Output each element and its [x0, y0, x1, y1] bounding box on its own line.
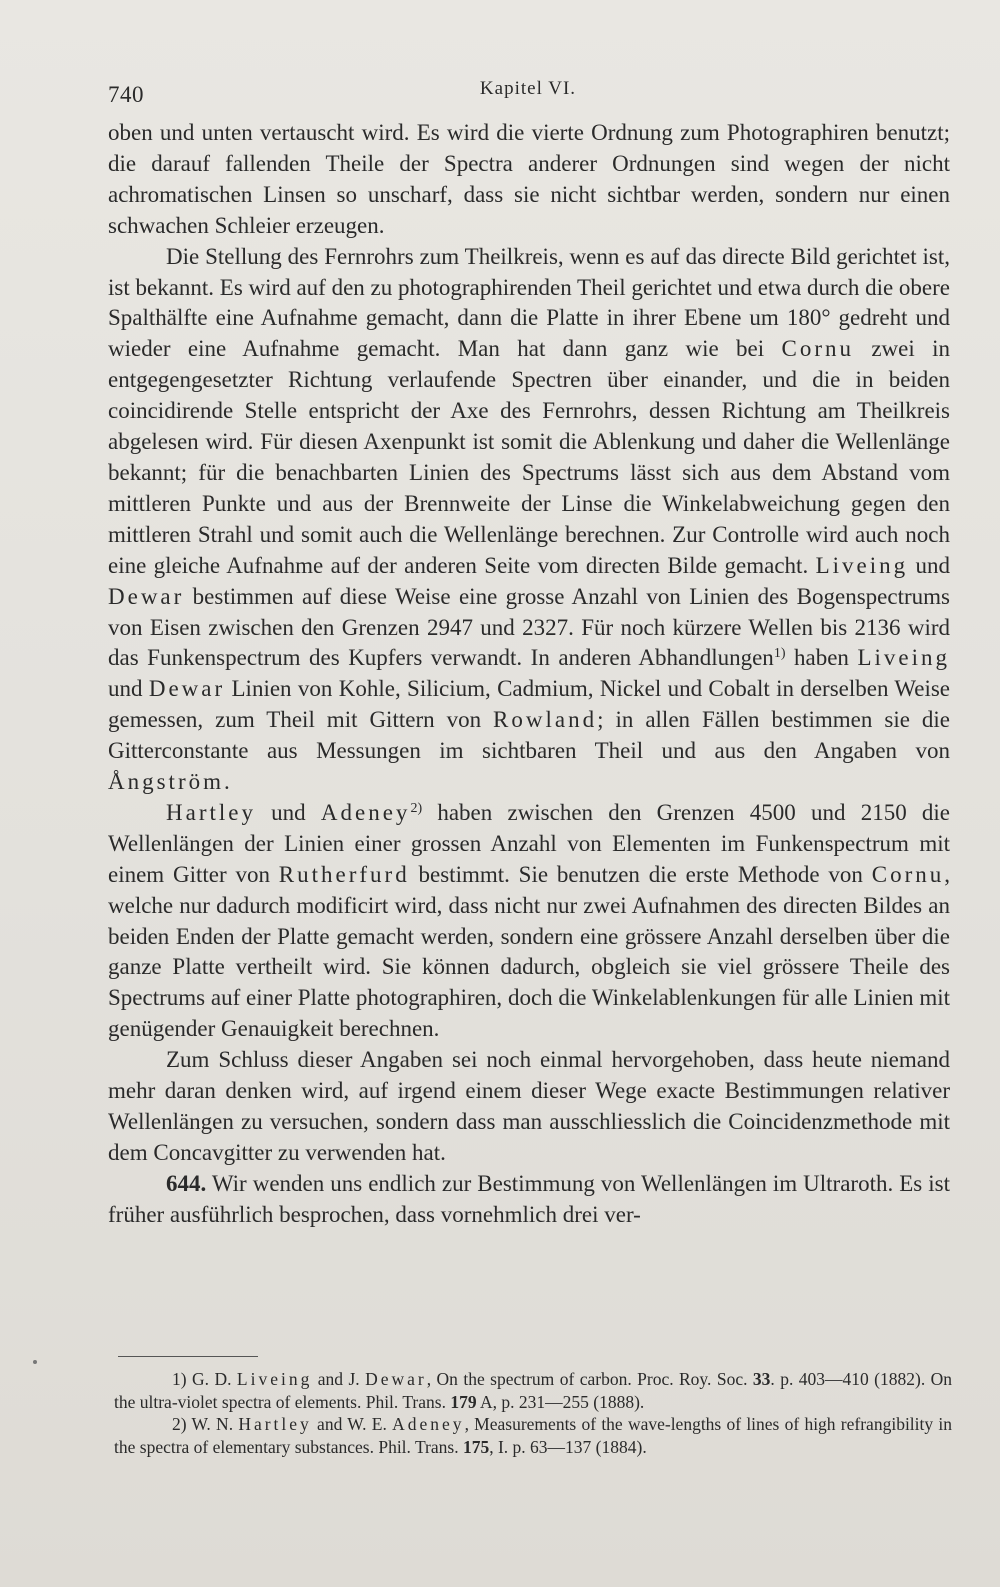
author-name: Dewar: [365, 1369, 427, 1389]
footnotes: [114, 1368, 952, 1458]
running-title: Kapitel VI.: [479, 78, 577, 99]
volume-number: 33: [752, 1369, 771, 1389]
author-name: Hartley: [238, 1414, 312, 1434]
author-name: Cornu: [781, 336, 854, 362]
scan-speck: [33, 1360, 37, 1364]
author-name: Liveing: [857, 645, 950, 671]
author-name: Rowland: [493, 707, 598, 733]
footnote-mark: 1): [172, 1369, 187, 1389]
footnote-rule: [118, 1356, 258, 1357]
paragraph: 644. Wir wenden uns endlich zur Bestimmung von Wellenlängen im Ultraroth. Es ist früher ausführlich besprochen, dass vornehmlich drei ver-: [108, 1170, 950, 1227]
footnote-mark: 2): [172, 1414, 187, 1434]
volume-number: 175: [462, 1436, 490, 1457]
footnote-marker: 1): [773, 646, 786, 662]
page-number: 740: [108, 82, 144, 107]
author-name: Rutherfurd: [278, 861, 410, 887]
author-name: Hartley: [166, 799, 256, 825]
author-name: Dewar: [108, 583, 185, 609]
author-name: Ångström: [108, 769, 224, 795]
body-text: [108, 118, 950, 1231]
paragraph: oben und unten vertauscht wird. Es wird die vierte Ordnung zum Photographiren benutzt; die darauf fallenden Theile der Spectra anderer Ordnungen sind wegen der nicht achromatischen Linsen so unscharf, dass sie nicht sichtbar werden, sondern nur einen schwachen Schleier erzeugen.: [108, 120, 950, 238]
author-name: Adeney: [392, 1414, 465, 1434]
footnote: 1) G. D. Liveing and J. Dewar, On the spectrum of carbon. Proc. Roy. Soc. 33. p. 403—410 (1882). On the ultra-violet spectra of elements. Phil. Trans. 179 A, p. 231—255 (1888).: [114, 1369, 953, 1412]
author-name: Adeney: [320, 799, 411, 825]
author-name: Liveing: [236, 1369, 313, 1389]
page-header: [108, 78, 948, 108]
footnote: 2) W. N. Hartley and W. E. Adeney, Measurements of the wave-lengths of lines of high refrangibility in the spectra of elementary substances. Phil. Trans. 175, I. p. 63—137 (1884).: [114, 1414, 952, 1457]
paragraph: Zum Schluss dieser Angaben sei noch einmal hervorgehoben, dass heute niemand mehr daran denken wird, auf irgend einem dieser Wege exacte Bestimmungen relativer Wellenlängen zu versuchen, sondern dass man ausschliesslich die Coincidenzmethode mit dem Concavgitter zu verwenden hat.: [108, 1047, 950, 1165]
volume-number: 179: [450, 1391, 477, 1412]
paragraph: Die Stellung des Fernrohrs zum Theilkreis, wenn es auf das directe Bild gerichtet ist, ist bekannt. Es wird auf den zu photographirenden Theil gerichtet und etwa durch die obere Spalthälfte eine Aufnahme gemacht, dann die Platte in ihrer Ebene um 180° gedreht und wieder eine Aufnahme gemacht. Man hat dann ganz wie bei Cornu zwei in entgegengesetzter Richtung verlaufende Spectren über einander, und die in beiden coincidirende Stelle entspricht der Axe des Fernrohrs, dessen Richtung am Theilkreis abgelesen wird. Für diesen Axenpunkt ist somit die Ablenkung und daher die Wellenlänge bekannt; für die benachbarten Linien des Spectrums lässt sich aus dem Abstand vom mittleren Punkte und aus der Brennweite der Linse die Winkelabweichung gegen den mittleren Strahl und somit auch die Wellenlänge berechnen. Zur Controlle wird auch noch eine gleiche Aufnahme auf der anderen Seite vom directen Bilde gemacht. Liveing und Dewar bestimmen auf diese Weise eine grosse Anzahl von Linien des Bogenspectrums von Eisen zwischen den Grenzen 2947 und 2327. Für noch kürzere Wellen bis 2136 wird das Funkenspectrum des Kupfers verwandt. In anderen Abhandlungen$^{1)}$ haben Liveing und Dewar Linien von Kohle, Silicium, Cadmium, Nickel und Cobalt in derselben Weise gemessen, zum Theil mit Gittern von Rowland; in allen Fällen bestimmen sie die Gitterconstante aus Messungen im sichtbaren Theil und aus den Angaben von Ångström.: [108, 243, 951, 795]
author-name: Cornu: [871, 861, 945, 887]
author-name: Dewar: [148, 676, 226, 702]
paragraph: Hartley und Adeney$^{2)}$ haben zwischen den Grenzen 4500 und 2150 die Wellenlängen der Linien einer grossen Anzahl von Elementen im Funkenspectrum mit einem Gitter von Rutherfurd bestimmt. Sie benutzen die erste Methode von Cornu, welche nur dadurch modificirt wird, dass nicht nur zwei Aufnahmen des directen Bildes an beiden Enden der Platte gemacht werden, sondern eine grössere Anzahl derselben über die ganze Platte vertheilt wird. Sie können dadurch, obgleich sie viel grössere Theile des Spectrums auf einer Platte photographiren, doch die Winkelablenkungen für alle Linien mit genügender Genauigkeit berechnen.: [108, 799, 951, 1042]
section-number: 644.: [166, 1170, 207, 1196]
author-name: Liveing: [815, 552, 909, 578]
footnote-marker: 2): [410, 800, 423, 816]
